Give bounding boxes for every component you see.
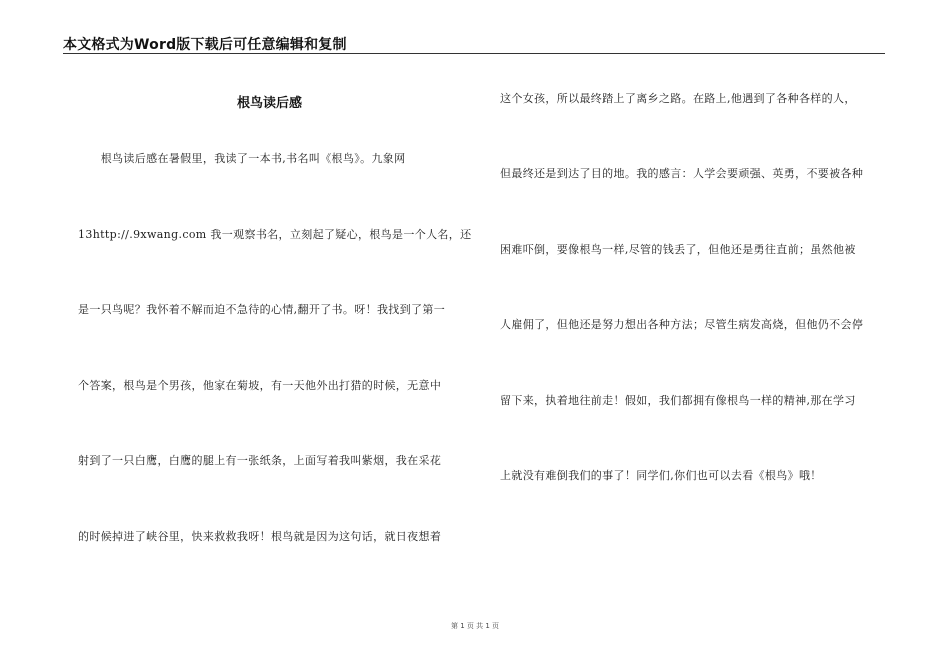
text-line: 留下来，执着地往前走！假如，我们都拥有像根鸟一样的精神,那在学习	[500, 393, 856, 407]
page-number: 第 1 页 共 1 页	[450, 622, 500, 630]
document-banner: 本文格式为Word版下载后可任意编辑和复制	[63, 37, 347, 53]
header-divider	[63, 53, 885, 54]
text-line: 困难吓倒，要像根鸟一样,尽管的钱丢了，但他还是勇往直前；虽然他被	[500, 242, 856, 256]
right-column	[500, 92, 888, 544]
text-line: 上就没有难倒我们的事了！同学们,你们也可以去看《根鸟》哦！	[500, 468, 822, 482]
text-line: 个答案，根鸟是个男孩，他家在菊坡，有一天他外出打猎的时候，无意中	[78, 378, 442, 392]
text-line: 是一只鸟呢？我怀着不解而迫不急待的心情,翻开了书。呀！我找到了第一	[78, 303, 446, 316]
text-line: 根鸟读后感在暑假里，我读了一本书,书名叫《根鸟》。九象网	[78, 152, 406, 165]
text-line: 射到了一只白鹰，白鹰的腿上有一张纸条，上面写着我叫紫烟，我在采花	[78, 454, 442, 467]
left-column	[78, 152, 472, 605]
text-line: 这个女孩，所以最终踏上了离乡之路。在路上,他遇到了各种各样的人，	[500, 92, 856, 105]
text-line: 13http://.9xwang.com 我一观察书名，立刻起了疑心，根鸟是一个人名，还	[78, 227, 472, 241]
document-title: 根鸟读后感	[236, 96, 302, 111]
text-line: 但最终还是到达了目的地。我的感言：人学会要顽强、英勇，不要被各种	[500, 167, 864, 181]
text-line: 人雇佣了，但他还是努力想出各种方法；尽管生病发高烧，但他仍不会停	[500, 318, 864, 332]
text-line: 的时候掉进了峡谷里，快来救救我呀！根鸟就是因为这句话，就日夜想着	[78, 529, 442, 543]
